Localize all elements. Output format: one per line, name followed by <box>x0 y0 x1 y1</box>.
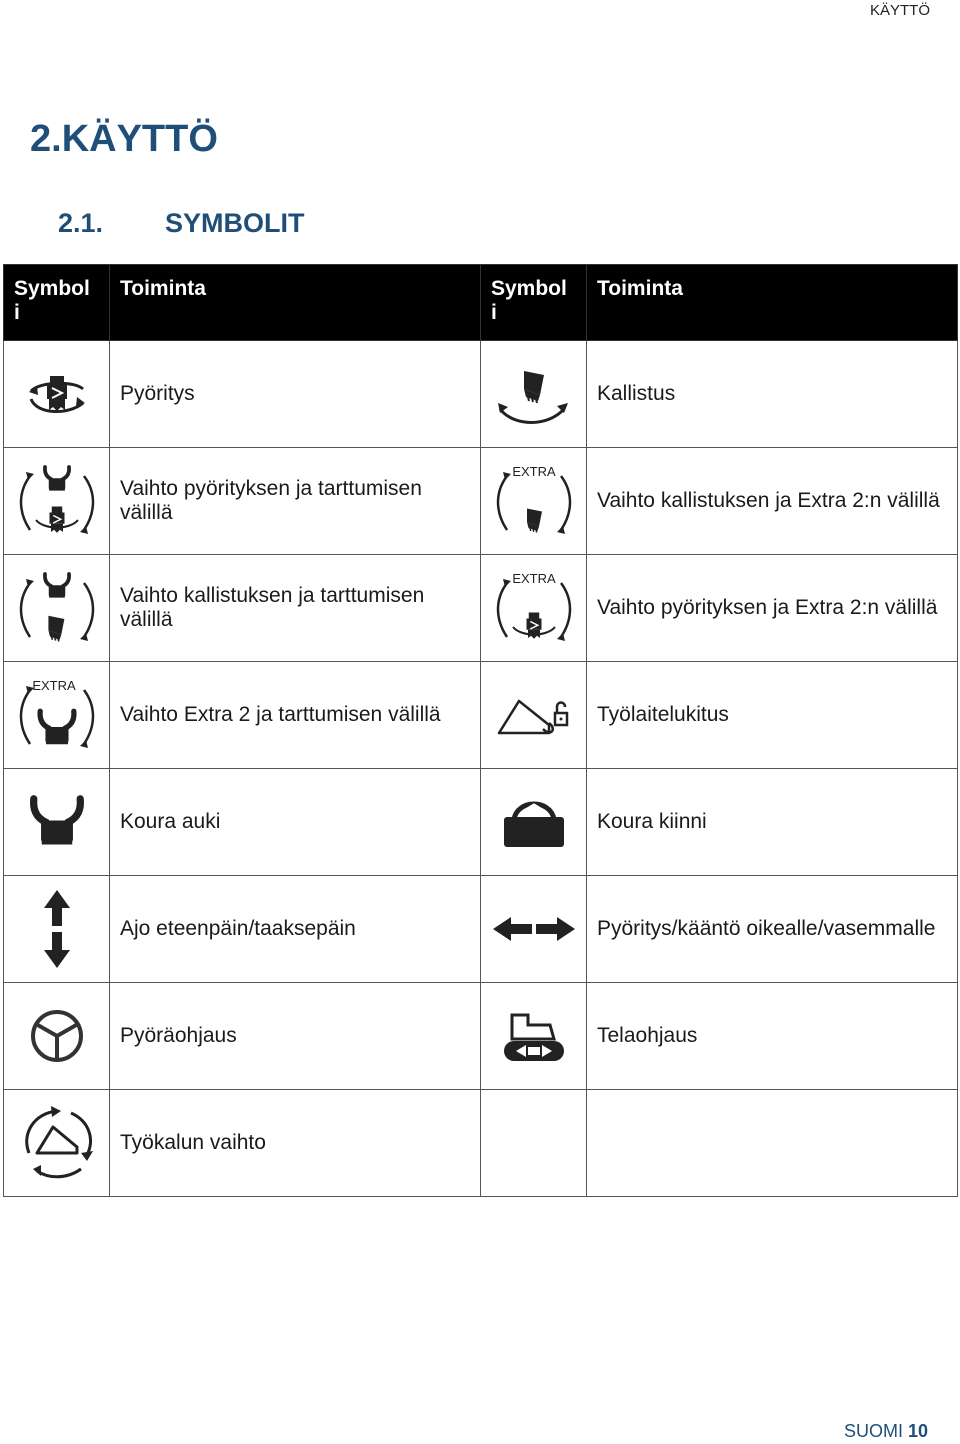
table-row <box>4 448 958 555</box>
table-row <box>4 1090 958 1197</box>
switch-tilt-extra-icon <box>491 458 577 544</box>
function-label: Pyöräohjaus <box>110 983 481 1090</box>
function-label: Pyöritys <box>110 341 481 448</box>
function-label: Ajo eteenpäin/taaksepäin <box>110 876 481 983</box>
section-name: SYMBOLIT <box>165 208 305 238</box>
table-row <box>4 341 958 448</box>
function-label: Telaohjaus <box>587 983 958 1090</box>
rotation-icon <box>17 359 97 429</box>
page-footer <box>844 1421 928 1442</box>
wheel-steering-icon <box>22 1001 92 1071</box>
function-label: Työkalun vaihto <box>110 1090 481 1197</box>
table-row <box>4 555 958 662</box>
function-label: Vaihto kallistuksen ja tarttumisen välillä <box>110 555 481 662</box>
running-head: KÄYTTÖ <box>869 2 930 19</box>
tool-lock-icon <box>491 685 577 745</box>
switch-tilt-grip-icon <box>14 565 100 651</box>
section-title <box>58 208 305 239</box>
page-number: 10 <box>907 1421 928 1441</box>
function-label: Vaihto kallistuksen ja Extra 2:n välillä <box>587 448 958 555</box>
forward-backward-icon <box>32 886 82 972</box>
chapter-title: 2.KÄYTTÖ <box>30 118 218 160</box>
tilt-icon <box>494 359 574 429</box>
track-steering-icon <box>494 1001 574 1071</box>
function-label: Koura auki <box>110 769 481 876</box>
function-label: Työlaitelukitus <box>587 662 958 769</box>
empty-cell <box>481 1090 587 1197</box>
table-row <box>4 876 958 983</box>
switch-rotation-extra-icon <box>491 565 577 651</box>
tool-change-icon <box>15 1103 99 1183</box>
switch-extra-grip-icon <box>14 672 100 758</box>
table-row <box>4 769 958 876</box>
extra-label: EXTRA <box>511 571 556 586</box>
extra-label: EXTRA <box>511 464 556 479</box>
left-right-icon <box>489 909 579 949</box>
section-number: 2.1. <box>58 208 104 238</box>
header-symbol: Symbol i <box>481 265 587 341</box>
function-label: Vaihto Extra 2 ja tarttumisen välillä <box>110 662 481 769</box>
function-label: Vaihto pyörityksen ja tarttumisen välillä <box>110 448 481 555</box>
function-label: Kallistus <box>587 341 958 448</box>
function-label: Koura kiinni <box>587 769 958 876</box>
table-row <box>4 983 958 1090</box>
table-header-row <box>4 265 958 341</box>
extra-label: EXTRA <box>31 678 76 693</box>
header-symbol: Symbol i <box>4 265 110 341</box>
function-label: Pyöritys/kääntö oikealle/vasemmalle <box>587 876 958 983</box>
grip-open-icon <box>17 787 97 857</box>
function-label: Vaihto pyörityksen ja Extra 2:n välillä <box>587 555 958 662</box>
table-row <box>4 662 958 769</box>
header-function: Toiminta <box>587 265 958 341</box>
footer-language: SUOMI <box>843 1421 903 1441</box>
header-function: Toiminta <box>110 265 481 341</box>
empty-cell <box>587 1090 958 1197</box>
grip-closed-icon <box>494 787 574 857</box>
symbol-table <box>3 264 958 1197</box>
switch-rotation-grip-icon <box>14 458 100 544</box>
